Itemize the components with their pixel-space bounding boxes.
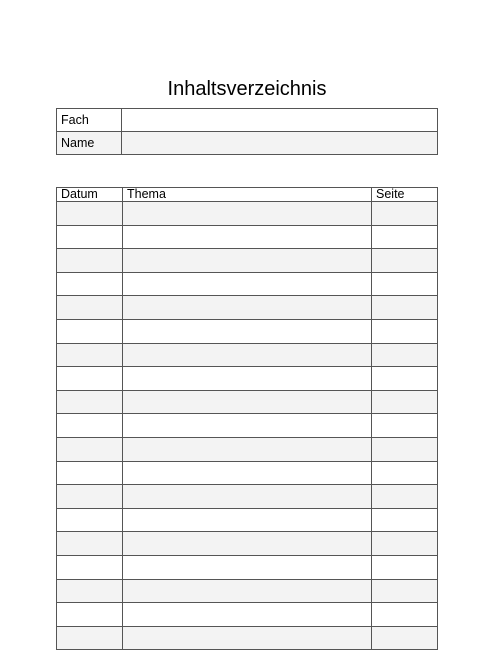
- topic-cell[interactable]: [123, 437, 372, 461]
- page-cell[interactable]: [372, 555, 438, 579]
- page-cell[interactable]: [372, 319, 438, 343]
- topic-cell[interactable]: [123, 414, 372, 438]
- page-cell[interactable]: [372, 485, 438, 509]
- date-cell[interactable]: [57, 296, 123, 320]
- topic-cell[interactable]: [123, 461, 372, 485]
- column-header-page: Seite: [372, 188, 438, 202]
- page-cell[interactable]: [372, 461, 438, 485]
- table-row: [57, 367, 438, 391]
- table-row: [57, 296, 438, 320]
- field-row-name: [57, 132, 438, 155]
- topic-cell[interactable]: [123, 319, 372, 343]
- date-cell[interactable]: [57, 579, 123, 603]
- page-cell[interactable]: [372, 603, 438, 627]
- topic-cell[interactable]: [123, 296, 372, 320]
- table-row: [57, 390, 438, 414]
- topic-cell[interactable]: [123, 249, 372, 273]
- header-fields-table: [56, 108, 438, 155]
- page-title: Inhaltsverzeichnis: [167, 78, 327, 100]
- topic-cell[interactable]: [123, 603, 372, 627]
- topic-cell[interactable]: [123, 202, 372, 226]
- column-header-date: Datum: [57, 188, 123, 202]
- page-cell[interactable]: [372, 272, 438, 296]
- page-cell[interactable]: [372, 225, 438, 249]
- table-row: [57, 461, 438, 485]
- page-cell[interactable]: [372, 437, 438, 461]
- table-row: [57, 272, 438, 296]
- date-cell[interactable]: [57, 319, 123, 343]
- field-label-name: Name: [57, 132, 122, 155]
- table-row: [57, 343, 438, 367]
- date-cell[interactable]: [57, 603, 123, 627]
- date-cell[interactable]: [57, 437, 123, 461]
- table-row: [57, 414, 438, 438]
- topic-cell[interactable]: [123, 579, 372, 603]
- date-cell[interactable]: [57, 249, 123, 273]
- page-cell[interactable]: [372, 532, 438, 556]
- table-row: [57, 202, 438, 226]
- field-label-subject: Fach: [57, 109, 122, 132]
- table-row: [57, 437, 438, 461]
- date-cell[interactable]: [57, 461, 123, 485]
- date-cell[interactable]: [57, 225, 123, 249]
- table-row: [57, 225, 438, 249]
- page-cell[interactable]: [372, 202, 438, 226]
- contents-body: [57, 202, 438, 650]
- topic-cell[interactable]: [123, 532, 372, 556]
- table-row: [57, 579, 438, 603]
- date-cell[interactable]: [57, 414, 123, 438]
- topic-cell[interactable]: [123, 485, 372, 509]
- topic-cell[interactable]: [123, 272, 372, 296]
- table-row: [57, 603, 438, 627]
- field-value-subject[interactable]: [122, 109, 438, 132]
- date-cell[interactable]: [57, 367, 123, 391]
- topic-cell[interactable]: [123, 343, 372, 367]
- page-cell[interactable]: [372, 343, 438, 367]
- topic-cell[interactable]: [123, 508, 372, 532]
- date-cell[interactable]: [57, 390, 123, 414]
- topic-cell[interactable]: [123, 555, 372, 579]
- date-cell[interactable]: [57, 508, 123, 532]
- page-cell[interactable]: [372, 579, 438, 603]
- contents-table: [56, 187, 438, 650]
- date-cell[interactable]: [57, 272, 123, 296]
- page-cell[interactable]: [372, 390, 438, 414]
- page-cell[interactable]: [372, 296, 438, 320]
- topic-cell[interactable]: [123, 367, 372, 391]
- table-row: [57, 555, 438, 579]
- topic-cell[interactable]: [123, 390, 372, 414]
- page-cell[interactable]: [372, 508, 438, 532]
- date-cell[interactable]: [57, 202, 123, 226]
- field-row-subject: [57, 109, 438, 132]
- date-cell[interactable]: [57, 532, 123, 556]
- table-row: [57, 485, 438, 509]
- date-cell[interactable]: [57, 343, 123, 367]
- date-cell[interactable]: [57, 485, 123, 509]
- contents-header-row: [57, 188, 438, 202]
- table-row: [57, 508, 438, 532]
- table-row: [57, 319, 438, 343]
- topic-cell[interactable]: [123, 225, 372, 249]
- field-value-name[interactable]: [122, 132, 438, 155]
- date-cell[interactable]: [57, 555, 123, 579]
- table-row: [57, 532, 438, 556]
- page-cell[interactable]: [372, 249, 438, 273]
- table-row: [57, 249, 438, 273]
- page-cell[interactable]: [372, 367, 438, 391]
- page-cell[interactable]: [372, 414, 438, 438]
- column-header-topic: Thema: [123, 188, 372, 202]
